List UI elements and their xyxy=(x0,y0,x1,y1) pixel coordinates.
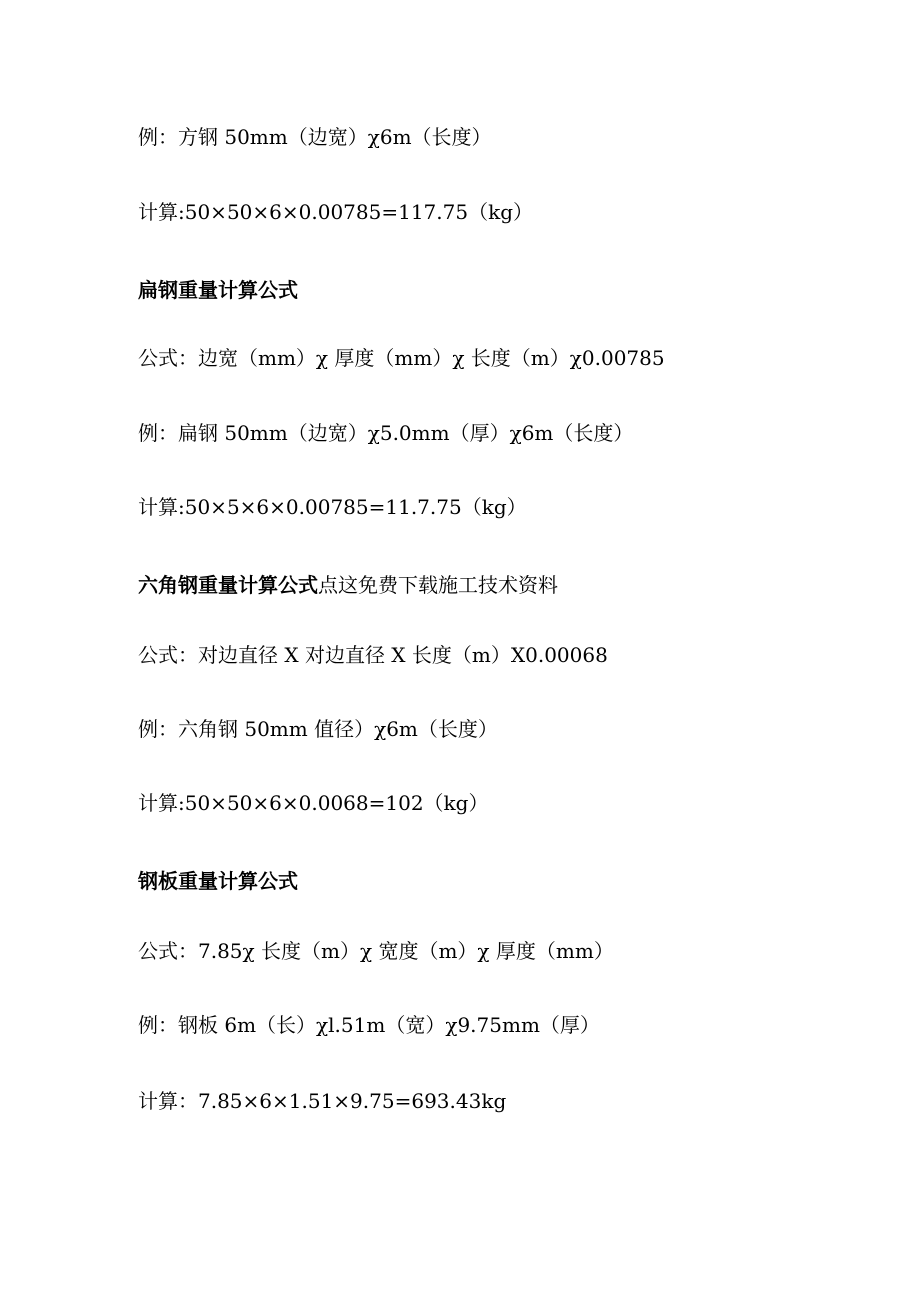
steel-plate-example: 例：钢板 6m（长）χl.51m（宽）χ9.75mm（厚） xyxy=(138,1013,600,1037)
hexagonal-steel-heading-row xyxy=(138,573,558,597)
hexagonal-steel-formula: 公式：对边直径 X 对边直径 X 长度（m）X0.00068 xyxy=(138,643,608,667)
hexagonal-steel-calculation: 计算:50×50×6×0.0068=102（kg） xyxy=(138,791,489,815)
flat-steel-calculation: 计算:50×5×6×0.00785=11.7.75（kg） xyxy=(138,495,527,519)
hexagonal-steel-example: 例：六角钢 50mm 值径）χ6m（长度） xyxy=(138,717,498,741)
steel-plate-formula: 公式：7.85χ 长度（m）χ 宽度（m）χ 厚度（mm） xyxy=(138,939,614,963)
square-steel-calculation: 计算:50×50×6×0.00785=117.75（kg） xyxy=(138,200,533,224)
steel-plate-calculation: 计算：7.85×6×1.51×9.75=693.43kg xyxy=(138,1089,507,1113)
square-steel-example: 例：方钢 50mm（边宽）χ6m（长度） xyxy=(138,125,492,149)
flat-steel-formula: 公式：边宽（mm）χ 厚度（mm）χ 长度（m）χ0.00785 xyxy=(138,346,665,370)
steel-plate-heading: 钢板重量计算公式 xyxy=(138,869,298,893)
flat-steel-heading: 扁钢重量计算公式 xyxy=(138,278,298,302)
flat-steel-example: 例：扁钢 50mm（边宽）χ5.0mm（厚）χ6m（长度） xyxy=(138,421,634,445)
hexagonal-steel-heading: 六角钢重量计算公式 xyxy=(138,573,318,597)
download-link-text[interactable]: 点这免费下载施工技术资料 xyxy=(318,573,558,597)
